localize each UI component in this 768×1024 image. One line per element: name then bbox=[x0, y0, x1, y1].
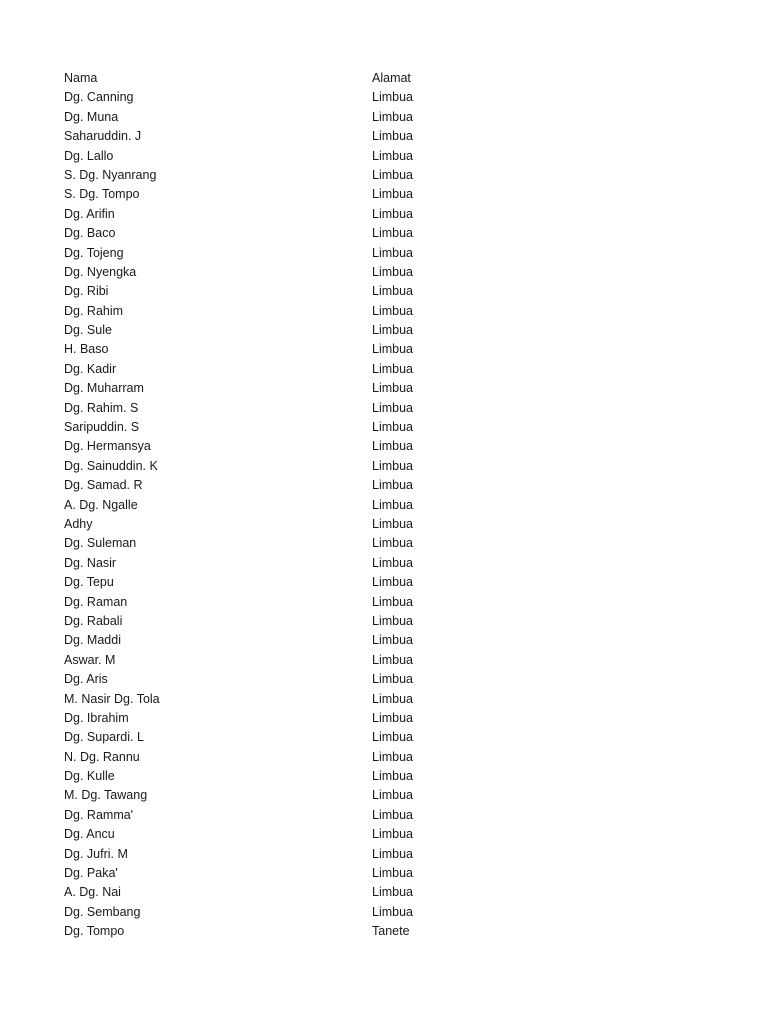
table-row bbox=[64, 127, 464, 146]
table-row bbox=[64, 282, 464, 301]
cell-alamat: Limbua bbox=[372, 904, 413, 919]
cell-nama: Dg. Raman bbox=[64, 594, 128, 609]
cell-alamat: Limbua bbox=[372, 129, 413, 144]
cell-alamat: Limbua bbox=[372, 420, 413, 435]
cell-nama: M. Dg. Tawang bbox=[64, 788, 148, 803]
cell-alamat: Limbua bbox=[372, 691, 413, 706]
name-address-table bbox=[64, 69, 464, 942]
table-row bbox=[64, 244, 464, 263]
cell-alamat: Limbua bbox=[372, 109, 413, 124]
table-row bbox=[64, 263, 464, 282]
cell-nama: Saharuddin. J bbox=[64, 129, 142, 144]
cell-alamat: Limbua bbox=[372, 846, 413, 861]
cell-nama: Dg. Nasir bbox=[64, 555, 117, 570]
cell-nama: S. Dg. Nyanrang bbox=[64, 167, 157, 182]
table-row bbox=[64, 922, 464, 941]
cell-alamat: Limbua bbox=[372, 555, 413, 570]
cell-alamat: Tanete bbox=[372, 924, 410, 939]
cell-nama: M. Nasir Dg. Tola bbox=[64, 691, 160, 706]
cell-alamat: Limbua bbox=[372, 226, 413, 241]
cell-alamat: Limbua bbox=[372, 284, 413, 299]
table-row bbox=[64, 593, 464, 612]
cell-nama: Dg. Tojeng bbox=[64, 245, 124, 260]
cell-nama: Saripuddin. S bbox=[64, 420, 140, 435]
cell-nama: A. Dg. Ngalle bbox=[64, 497, 138, 512]
table-row bbox=[64, 476, 464, 495]
table-row bbox=[64, 379, 464, 398]
cell-alamat: Limbua bbox=[372, 167, 413, 182]
cell-nama: Aswar. M bbox=[64, 652, 116, 667]
cell-alamat: Limbua bbox=[372, 575, 413, 590]
table-row bbox=[64, 612, 464, 631]
cell-alamat: Limbua bbox=[372, 400, 413, 415]
cell-alamat: Limbua bbox=[372, 710, 413, 725]
cell-nama: Dg. Samad. R bbox=[64, 478, 143, 493]
table-row bbox=[64, 496, 464, 515]
table-row bbox=[64, 147, 464, 166]
table-row bbox=[64, 302, 464, 321]
table-row bbox=[64, 728, 464, 747]
table-row bbox=[64, 883, 464, 902]
table-row bbox=[64, 806, 464, 825]
table-row bbox=[64, 651, 464, 670]
cell-nama: Dg. Muharram bbox=[64, 381, 144, 396]
cell-alamat: Limbua bbox=[372, 342, 413, 357]
cell-nama: Dg. Jufri. M bbox=[64, 846, 128, 861]
cell-alamat: Limbua bbox=[372, 536, 413, 551]
cell-alamat: Limbua bbox=[372, 769, 413, 784]
cell-alamat: Limbua bbox=[372, 788, 413, 803]
cell-nama: Dg. Lallo bbox=[64, 148, 114, 163]
cell-nama: Dg. Kulle bbox=[64, 769, 115, 784]
cell-nama: Dg. Nyengka bbox=[64, 264, 137, 279]
cell-nama: Dg. Aris bbox=[64, 672, 108, 687]
header-nama: Nama bbox=[64, 71, 98, 85]
cell-nama: Dg. Kadir bbox=[64, 361, 117, 376]
table-row bbox=[64, 709, 464, 728]
cell-nama: Dg. Muna bbox=[64, 109, 119, 124]
cell-nama: Dg. Hermansya bbox=[64, 439, 151, 454]
cell-nama: N. Dg. Rannu bbox=[64, 749, 140, 764]
cell-nama: Dg. Ribi bbox=[64, 284, 109, 299]
table-row bbox=[64, 166, 464, 185]
table-row bbox=[64, 767, 464, 786]
cell-alamat: Limbua bbox=[372, 594, 413, 609]
cell-alamat: Limbua bbox=[372, 497, 413, 512]
table-row bbox=[64, 903, 464, 922]
cell-alamat: Limbua bbox=[372, 633, 413, 648]
table-row bbox=[64, 321, 464, 340]
cell-nama: Dg. Tompo bbox=[64, 924, 125, 939]
table-row bbox=[64, 845, 464, 864]
cell-nama: H. Baso bbox=[64, 342, 109, 357]
cell-alamat: Limbua bbox=[372, 807, 413, 822]
cell-alamat: Limbua bbox=[372, 730, 413, 745]
cell-nama: Dg. Supardi. L bbox=[64, 730, 144, 745]
cell-alamat: Limbua bbox=[372, 303, 413, 318]
cell-nama: Dg. Paka' bbox=[64, 866, 118, 881]
table-row bbox=[64, 534, 464, 553]
table-row bbox=[64, 670, 464, 689]
cell-alamat: Limbua bbox=[372, 148, 413, 163]
cell-nama: Dg. Suleman bbox=[64, 536, 137, 551]
cell-alamat: Limbua bbox=[372, 264, 413, 279]
table-row bbox=[64, 786, 464, 805]
table-row bbox=[64, 554, 464, 573]
cell-alamat: Limbua bbox=[372, 245, 413, 260]
cell-alamat: Limbua bbox=[372, 381, 413, 396]
table-row bbox=[64, 418, 464, 437]
table-row bbox=[64, 205, 464, 224]
cell-alamat: Limbua bbox=[372, 749, 413, 764]
cell-alamat: Limbua bbox=[372, 206, 413, 221]
table-body bbox=[64, 88, 464, 941]
cell-nama: Dg. Arifin bbox=[64, 206, 115, 221]
cell-nama: Dg. Canning bbox=[64, 90, 134, 105]
table-row bbox=[64, 690, 464, 709]
cell-nama: S. Dg. Tompo bbox=[64, 187, 140, 202]
cell-nama: Dg. Baco bbox=[64, 226, 116, 241]
cell-alamat: Limbua bbox=[372, 672, 413, 687]
table-row bbox=[64, 573, 464, 592]
cell-alamat: Limbua bbox=[372, 827, 413, 842]
cell-nama: Dg. Sembang bbox=[64, 904, 141, 919]
table-row bbox=[64, 515, 464, 534]
table-row bbox=[64, 88, 464, 107]
table-row bbox=[64, 224, 464, 243]
cell-nama: Dg. Tepu bbox=[64, 575, 114, 590]
table-row bbox=[64, 108, 464, 127]
cell-alamat: Limbua bbox=[372, 885, 413, 900]
cell-nama: Dg. Maddi bbox=[64, 633, 121, 648]
table-row bbox=[64, 631, 464, 650]
cell-nama: Adhy bbox=[64, 516, 93, 531]
cell-alamat: Limbua bbox=[372, 323, 413, 338]
table-row bbox=[64, 825, 464, 844]
cell-nama: Dg. Rahim bbox=[64, 303, 124, 318]
cell-nama: Dg. Sainuddin. K bbox=[64, 458, 158, 473]
cell-alamat: Limbua bbox=[372, 439, 413, 454]
header-alamat: Alamat bbox=[372, 71, 411, 85]
table-row bbox=[64, 360, 464, 379]
cell-alamat: Limbua bbox=[372, 90, 413, 105]
table-row bbox=[64, 437, 464, 456]
cell-alamat: Limbua bbox=[372, 458, 413, 473]
cell-nama: Dg. Sule bbox=[64, 323, 112, 338]
table-row bbox=[64, 748, 464, 767]
cell-alamat: Limbua bbox=[372, 187, 413, 202]
cell-alamat: Limbua bbox=[372, 866, 413, 881]
cell-nama: Dg. Ibrahim bbox=[64, 710, 129, 725]
table-row bbox=[64, 340, 464, 359]
cell-alamat: Limbua bbox=[372, 516, 413, 531]
cell-nama: A. Dg. Nai bbox=[64, 885, 121, 900]
cell-nama: Dg. Rabali bbox=[64, 613, 123, 628]
cell-alamat: Limbua bbox=[372, 361, 413, 376]
cell-nama: Dg. Ancu bbox=[64, 827, 115, 842]
table-row bbox=[64, 864, 464, 883]
table-row bbox=[64, 185, 464, 204]
cell-nama: Dg. Rahim. S bbox=[64, 400, 139, 415]
cell-alamat: Limbua bbox=[372, 478, 413, 493]
cell-nama: Dg. Ramma' bbox=[64, 807, 134, 822]
table-header-row bbox=[64, 69, 464, 88]
table-row bbox=[64, 457, 464, 476]
table-row bbox=[64, 399, 464, 418]
cell-alamat: Limbua bbox=[372, 613, 413, 628]
cell-alamat: Limbua bbox=[372, 652, 413, 667]
